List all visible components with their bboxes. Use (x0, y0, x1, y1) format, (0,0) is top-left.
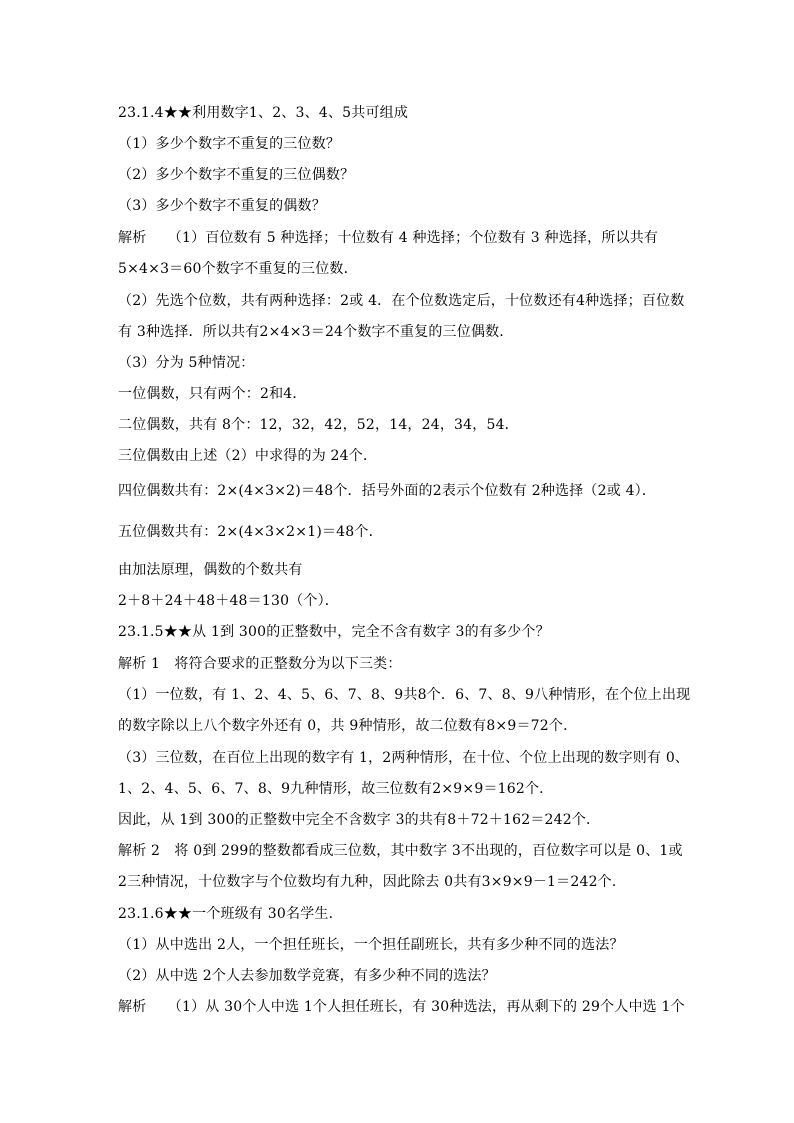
analysis-line: 三位偶数由上述（2）中求得的为 24个． (118, 448, 378, 464)
problem-23-1-4-title: 23.1.4★★利用数字1、2、3、4、5共可组成 (118, 105, 409, 121)
analysis-line: 的数字除以上八个数字外还有 0，共 9种情形，故二位数有8×9＝72个． (118, 718, 578, 734)
analysis-line: （1）一位数，有 1、2、4、5、6、7、8、9共8个．6、7、8、9八种情形，在个位上出现 (118, 687, 691, 703)
analysis-line: 二位偶数，共有 8个：12，32，42，52，14，24，34，54． (118, 417, 519, 433)
analysis-line: 解析 （1）从 30个人中选 1个人担任班长，有 30种选法，再从剩下的 29个人中选 1个 (118, 999, 685, 1015)
analysis-line: 解析 1 将符合要求的正整数分为以下三类： (118, 656, 402, 672)
analysis-line: （2）先选个位数，共有两种选择：2或 4．在个位数选定后，十位数还有4种选择；百位数 (118, 293, 685, 309)
question-2: （2）从中选 2个人去参加数学竞赛，有多少种不同的选法？ (118, 968, 496, 984)
analysis-line: 一位偶数，只有两个：2和4． (118, 386, 307, 402)
analysis-line: 5×4×3＝60个数字不重复的三位数． (118, 261, 358, 277)
analysis-line: 解析 2 将 0到 299的整数都看成三位数，其中数字 3不出现的，百位数字可以是 0、1或 (118, 843, 683, 859)
analysis-line: 因此，从 1到 300的正整数中完全不含数字 3的共有8＋72＋162＝242个． (118, 812, 601, 828)
analysis-line: （3）分为 5种情况： (118, 355, 255, 371)
analysis-line: 四位偶数共有：2×(4×3×2)＝48个．括号外面的2表示个位数有 2种选择（2或 4）． (118, 483, 657, 499)
problem-23-1-6-title: 23.1.6★★一个班级有 30名学生． (118, 906, 343, 922)
question-3: （3）多少个数字不重复的偶数？ (118, 198, 326, 214)
analysis-line: （3）三位数，在百位上出现的数字有 1，2两种情形，在十位、个位上出现的数字则有 0、 (118, 750, 690, 766)
question-1: （1）多少个数字不重复的三位数？ (118, 136, 341, 152)
analysis-line: 五位偶数共有：2×(4×3×2×1)＝48个． (118, 524, 383, 540)
problem-23-1-5-title: 23.1.5★★从 1到 300的正整数中，完全不含有数字 3的有多少个？ (118, 624, 550, 640)
question-1: （1）从中选出 2人，一个担任班长，一个担任副班长，共有多少种不同的选法？ (118, 937, 624, 953)
analysis-line: 1、2、4、5、6、7、8、9九种情形，故三位数有2×9×9＝162个． (118, 781, 554, 797)
analysis-line: 2＋8＋24＋48＋48＝130（个）． (118, 593, 339, 609)
analysis-line: 由加法原理，偶数的个数共有 (118, 562, 303, 578)
question-2: （2）多少个数字不重复的三位偶数？ (118, 167, 355, 183)
analysis-line: 有 3种选择．所以共有2×4×3＝24个数字不重复的三位偶数． (118, 324, 514, 340)
analysis-line: 2三种情况，十位数字与个位数均有九种，因此除去 0共有3×9×9－1＝242个． (118, 874, 627, 890)
analysis-line: 解析 （1）百位数有 5 种选择；十位数有 4 种选择；个位数有 3 种选择，所以共有 (118, 230, 659, 246)
